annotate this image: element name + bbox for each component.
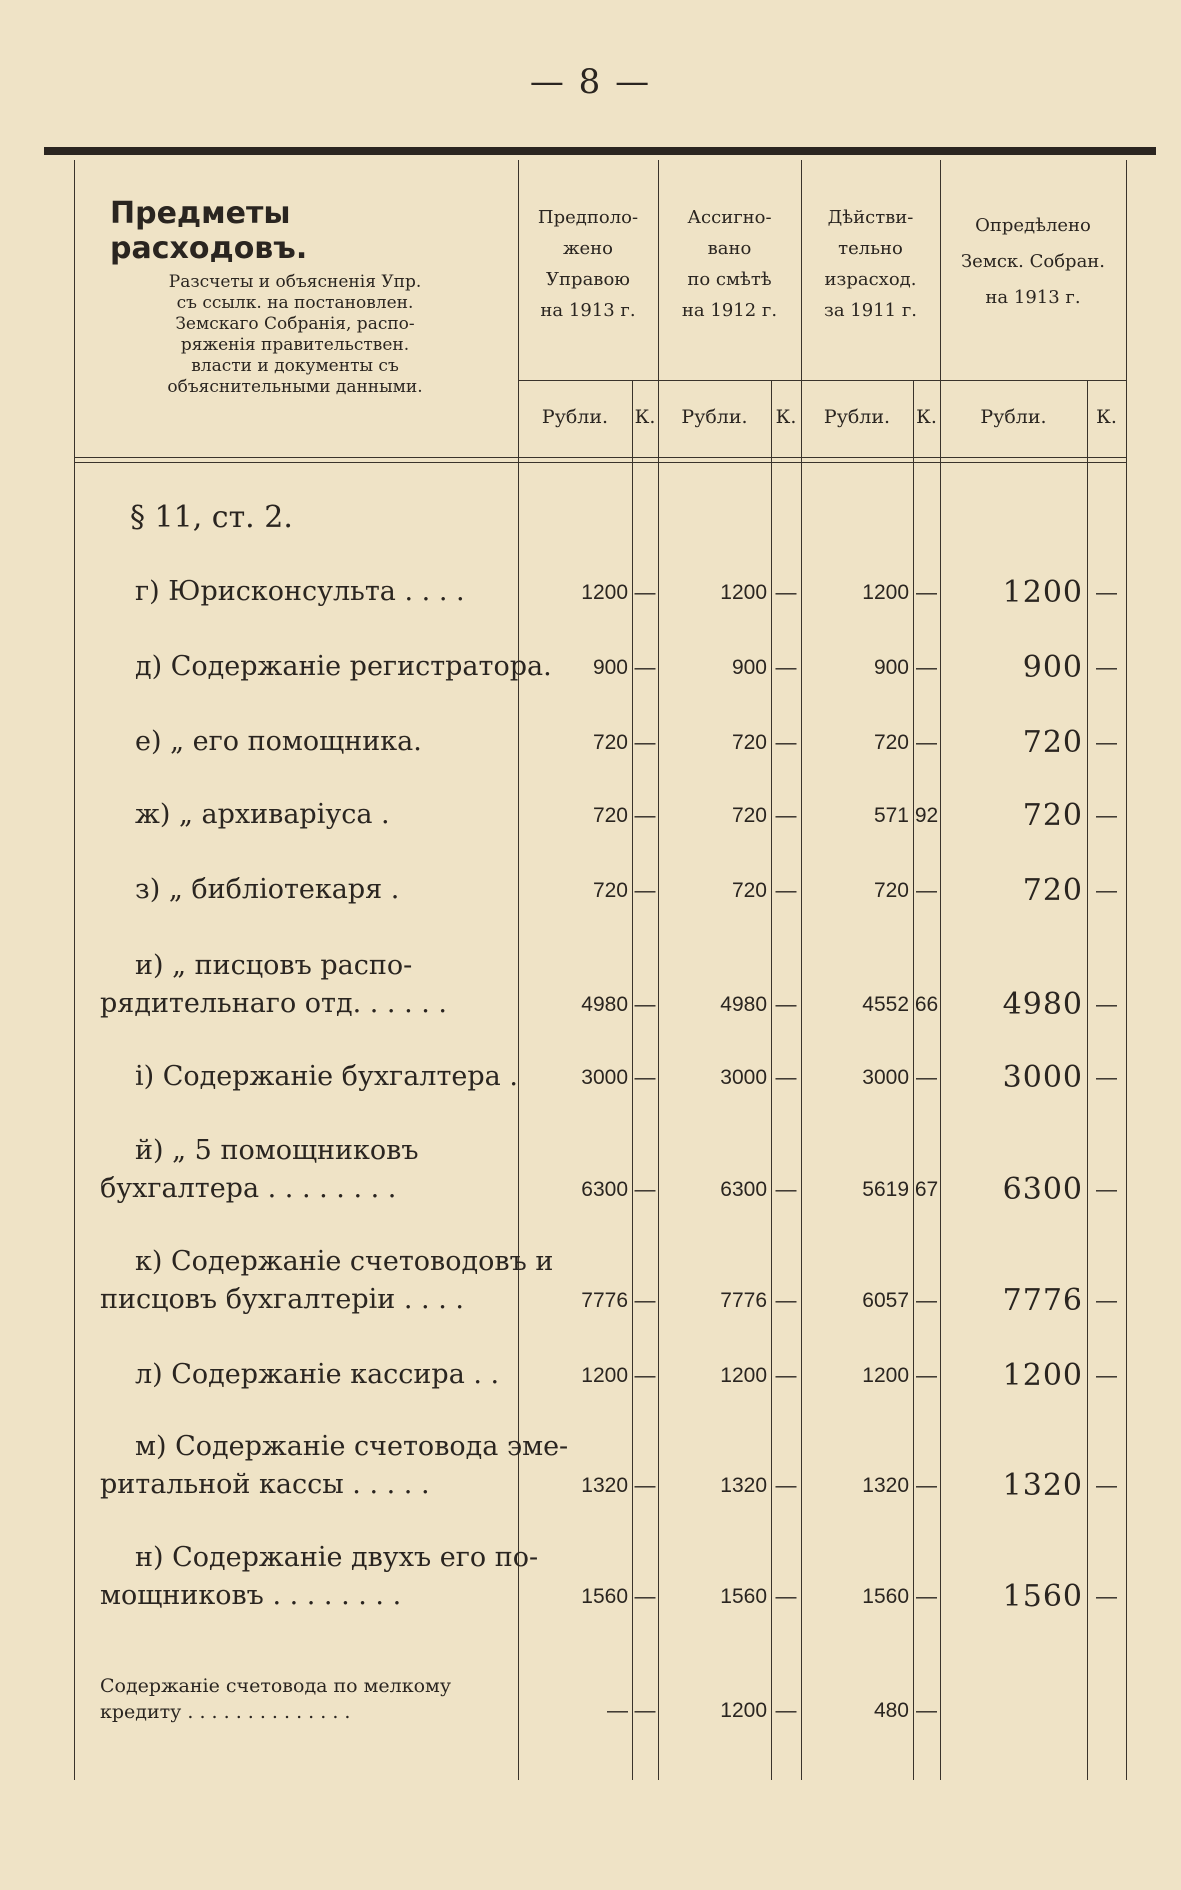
amount-kopecks: — [775, 1585, 797, 1608]
column-heading-line: за 1911 г. [824, 300, 917, 321]
header-description-line: ряженія правительствен. [180, 335, 410, 355]
amount-rubles: 720 [592, 804, 628, 827]
unit-kopecks: К. [916, 406, 937, 428]
header-description-line: объяснительными данными. [167, 377, 423, 397]
amount-rubles: 6300 [720, 1178, 767, 1201]
amount-kopecks: — [634, 1699, 656, 1722]
amount-kopecks: — [916, 1364, 937, 1387]
amount-kopecks: — [1096, 1178, 1117, 1201]
unit-kopecks: К. [775, 406, 797, 428]
amount-rubles: 7776 [581, 1289, 628, 1312]
amount-kopecks: — [916, 581, 937, 604]
row-label: м) Содержаніе счетовода эме- [135, 1431, 569, 1462]
amount-kopecks: — [634, 1178, 656, 1201]
amount-kopecks: — [634, 1474, 656, 1497]
column-heading-line: на 1913 г. [540, 300, 636, 321]
amount-rubles: 900 [731, 656, 767, 679]
amount-kopecks: — [916, 656, 937, 679]
row-label: ж) „ архиваріуса . [135, 799, 390, 830]
amount-kopecks: — [1096, 804, 1117, 827]
amount-kopecks: — [1096, 656, 1117, 679]
amount-rubles: 1200 [720, 1364, 767, 1387]
column-heading-line: на 1913 г. [985, 287, 1081, 308]
header-description-line: власти и документы съ [191, 356, 399, 376]
header-description-line: съ ссылк. на постановлен. [176, 293, 414, 313]
column-rule [1126, 160, 1127, 1780]
unit-kopecks: К. [634, 406, 656, 428]
amount-rubles: 1560 [720, 1585, 767, 1608]
row-label: з) „ библіотекаря . [135, 874, 400, 905]
amount-rubles: 1200 [862, 581, 909, 604]
amount-rubles: — [607, 1699, 628, 1722]
page-number: — 8 — [529, 62, 652, 102]
amount-rubles: 1320 [720, 1474, 767, 1497]
amount-kopecks: — [634, 731, 656, 754]
column-rule [658, 160, 659, 1780]
amount-kopecks: — [775, 1289, 797, 1312]
amount-rubles: 1200 [581, 581, 628, 604]
row-label: д) Содержаніе регистратора. [135, 651, 552, 682]
amount-rubles: 3000 [862, 1066, 909, 1089]
amount-rubles: 3000 [1002, 1060, 1083, 1095]
amount-rubles: 571 [873, 804, 909, 827]
amount-kopecks: — [916, 1585, 937, 1608]
amount-kopecks: — [634, 656, 656, 679]
amount-rubles: 720 [592, 879, 628, 902]
amount-rubles: 6300 [1002, 1172, 1083, 1207]
column-rule [74, 160, 75, 1780]
amount-rubles: 720 [731, 731, 767, 754]
amount-kopecks: — [1096, 879, 1117, 902]
column-rule [801, 160, 802, 1780]
amount-rubles: 720 [731, 804, 767, 827]
amount-kopecks: — [634, 581, 656, 604]
column-heading-line: жено [562, 238, 614, 259]
amount-kopecks: — [775, 879, 797, 902]
amount-kopecks: — [1096, 993, 1117, 1016]
amount-kopecks: — [916, 1289, 937, 1312]
amount-kopecks: — [775, 1066, 797, 1089]
amount-rubles: 900 [592, 656, 628, 679]
amount-rubles: 1200 [862, 1364, 909, 1387]
amount-rubles: 720 [873, 879, 909, 902]
row-label: бухгалтера . . . . . . . . [100, 1173, 397, 1204]
amount-kopecks: — [916, 731, 937, 754]
amount-rubles: 1200 [1002, 1358, 1083, 1393]
amount-kopecks: — [634, 993, 656, 1016]
row-label: г) Юрисконсульта . . . . [135, 576, 465, 607]
amount-kopecks: — [634, 804, 656, 827]
amount-rubles: 900 [873, 656, 909, 679]
amount-kopecks: — [634, 1066, 656, 1089]
row-label: писцовъ бухгалтеріи . . . . [100, 1284, 464, 1315]
column-heading-line: Управою [546, 269, 630, 290]
amount-rubles: 1560 [1002, 1579, 1083, 1614]
amount-rubles: 1200 [720, 1699, 767, 1722]
row-label: ритальной кассы . . . . . [100, 1469, 430, 1500]
amount-kopecks: 67 [914, 1178, 939, 1201]
amount-rubles: 900 [1022, 650, 1083, 685]
column-heading-line: по смѣтѣ [687, 269, 772, 290]
amount-rubles: 720 [1022, 798, 1083, 833]
row-label: рядительнаго отд. . . . . . [100, 988, 448, 1019]
amount-kopecks: 92 [914, 804, 939, 827]
amount-rubles: 720 [592, 731, 628, 754]
amount-rubles: 4980 [581, 993, 628, 1016]
amount-kopecks: — [1096, 1585, 1117, 1608]
row-label: л) Содержаніе кассира . . [135, 1359, 500, 1390]
row-label: мощниковъ . . . . . . . . [100, 1580, 402, 1611]
header-title: Предметы расходовъ. [110, 196, 308, 266]
header-rule [74, 457, 1126, 458]
amount-kopecks: 66 [914, 993, 939, 1016]
column-rule [518, 160, 519, 1780]
header-description-line: Разсчеты и объясненія Упр. [168, 272, 422, 292]
amount-kopecks: — [916, 1474, 937, 1497]
amount-kopecks: — [775, 993, 797, 1016]
amount-rubles: 7776 [1002, 1283, 1083, 1318]
amount-rubles: 480 [873, 1699, 909, 1722]
column-heading-line: тельно [838, 238, 903, 259]
amount-rubles: 1320 [862, 1474, 909, 1497]
column-heading-line: вано [707, 238, 752, 259]
row-label: и) „ писцовъ распо- [135, 950, 413, 981]
row-label: кредиту . . . . . . . . . . . . . . [100, 1701, 351, 1723]
amount-rubles: 1320 [581, 1474, 628, 1497]
row-label: к) Содержаніе счетоводовъ и [135, 1246, 554, 1277]
amount-rubles: 720 [873, 731, 909, 754]
row-label: Содержаніе счетовода по мелкому [100, 1675, 452, 1697]
unit-rubles: Рубли. [980, 406, 1047, 428]
amount-kopecks: — [775, 804, 797, 827]
row-label: н) Содержаніе двухъ его по- [135, 1542, 539, 1573]
amount-kopecks: — [1096, 731, 1117, 754]
amount-rubles: 1560 [862, 1585, 909, 1608]
amount-rubles: 720 [731, 879, 767, 902]
amount-kopecks: — [775, 656, 797, 679]
unit-rubles: Рубли. [681, 406, 748, 428]
column-heading-line: Предполо- [537, 207, 639, 228]
header-rule [74, 462, 1126, 463]
amount-kopecks: — [634, 1585, 656, 1608]
amount-kopecks: — [916, 1699, 937, 1722]
section-heading: § 11, ст. 2. [130, 500, 293, 535]
amount-rubles: 720 [1022, 725, 1083, 760]
amount-kopecks: — [916, 1066, 937, 1089]
amount-kopecks: — [1096, 1066, 1117, 1089]
header-description-line: Земскаго Собранія, распо- [175, 314, 415, 334]
amount-rubles: 1200 [720, 581, 767, 604]
amount-kopecks: — [775, 1178, 797, 1201]
amount-kopecks: — [775, 1364, 797, 1387]
column-heading-line: Ассигно- [687, 207, 772, 228]
column-heading-line: Опредѣлено [975, 215, 1091, 236]
amount-rubles: 3000 [720, 1066, 767, 1089]
amount-kopecks: — [775, 1699, 797, 1722]
column-heading-line: израсход. [824, 269, 917, 290]
amount-rubles: 4980 [1002, 987, 1083, 1022]
amount-kopecks: — [1096, 1364, 1117, 1387]
row-label: й) „ 5 помощниковъ [135, 1135, 419, 1166]
amount-rubles: 1200 [1002, 575, 1083, 610]
column-heading-line: на 1912 г. [681, 300, 778, 321]
amount-rubles: 1560 [581, 1585, 628, 1608]
column-heading-line: Дѣйстви- [827, 207, 914, 228]
row-label: і) Содержаніе бухгалтера . [135, 1061, 518, 1092]
amount-rubles: 4552 [862, 993, 909, 1016]
amount-rubles: 7776 [720, 1289, 767, 1312]
amount-rubles: 1320 [1002, 1468, 1083, 1503]
amount-kopecks: — [634, 879, 656, 902]
amount-kopecks: — [775, 1474, 797, 1497]
amount-kopecks: — [634, 1289, 656, 1312]
amount-rubles: 3000 [581, 1066, 628, 1089]
column-rule [940, 160, 941, 1780]
amount-rubles: 5619 [862, 1178, 909, 1201]
unit-kopecks: К. [1096, 406, 1117, 428]
amount-rubles: 6300 [581, 1178, 628, 1201]
unit-rubles: Рубли. [823, 406, 891, 428]
header-rule [518, 380, 1126, 381]
amount-rubles: 1200 [581, 1364, 628, 1387]
amount-kopecks: — [1096, 1474, 1117, 1497]
amount-kopecks: — [634, 1364, 656, 1387]
amount-rubles: 720 [1022, 873, 1083, 908]
column-heading-line: Земск. Собран. [960, 251, 1106, 272]
row-label: е) „ его помощника. [135, 726, 422, 757]
amount-kopecks: — [916, 879, 937, 902]
amount-rubles: 6057 [862, 1289, 909, 1312]
top-rule [44, 147, 1156, 155]
amount-kopecks: — [775, 581, 797, 604]
amount-kopecks: — [1096, 1289, 1117, 1312]
amount-kopecks: — [775, 731, 797, 754]
amount-rubles: 4980 [720, 993, 767, 1016]
unit-rubles: Рубли. [541, 406, 609, 428]
amount-kopecks: — [1096, 581, 1117, 604]
